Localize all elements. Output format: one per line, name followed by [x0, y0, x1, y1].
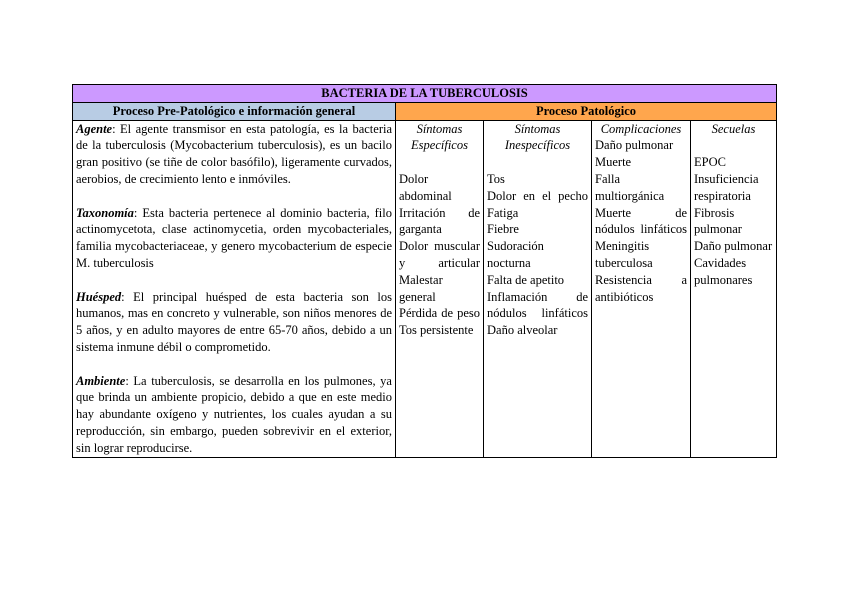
list-item: Fibrosis pulmonar: [694, 205, 742, 237]
ambiente-label: Ambiente: [76, 373, 126, 388]
huesped-label: Huésped: [76, 289, 122, 304]
list-item: Pérdida de peso: [399, 306, 480, 321]
complicaciones-list: [595, 137, 687, 305]
list-item: Dolor en el pecho: [487, 188, 588, 203]
list-item: Irritación de garganta: [399, 205, 480, 237]
content-row: [73, 120, 777, 457]
agente-label: Agente: [76, 121, 113, 136]
list-item: Tos persistente: [399, 323, 474, 338]
list-item: Resistencia a antibióticos: [595, 272, 687, 304]
list-item: Fatiga: [487, 205, 519, 220]
sintomas-inespecificos-header: Síntomas Inespecíficos: [504, 121, 571, 153]
list-item: Inflamación de nódulos linfáticos: [487, 289, 588, 321]
sintomas-especificos-header: Síntomas Específicos: [411, 121, 468, 153]
sintomas-especificos-list: [399, 171, 480, 339]
list-item: Dolor muscular y articular: [399, 239, 480, 270]
list-item: Fiebre: [487, 222, 519, 237]
huesped-paragraph: [76, 289, 392, 356]
list-item: Meningitis tuberculosa: [595, 239, 653, 270]
list-item: Daño alveolar: [487, 323, 558, 338]
taxonomia-paragraph: [76, 205, 392, 272]
huesped-text: : El principal huésped de esta bacteria son los humanos, mas en concreto y vulnerable, son niños menores de 5 años, y en adulto mayores de entre 65-70 años, debido a un sistema inmune débil o comprometido.: [76, 289, 392, 354]
ambiente-paragraph: [76, 373, 392, 457]
section-pre-patologico: Proceso Pre-Patológico e información general: [73, 102, 396, 120]
sintomas-especificos-cell: [396, 120, 484, 457]
list-item: Insuficiencia respiratoria: [694, 171, 759, 203]
taxonomia-label: Taxonomía: [76, 205, 134, 220]
complicaciones-cell: [592, 120, 691, 457]
taxonomia-text: : Esta bacteria pertenece al dominio bacteria, filo actinomycetota, clase actinomycetia, orden mycobacteriales, familia mycobacteriaceae, y genero mycobacterium de especie M. tuberculosis: [76, 205, 392, 270]
list-item: Daño pulmonar: [694, 239, 773, 254]
agente-paragraph: [76, 121, 392, 188]
list-item: Daño pulmonar: [595, 138, 674, 153]
sintomas-inespecificos-cell: [484, 120, 592, 457]
tuberculosis-table: [72, 84, 777, 458]
secuelas-list: [694, 154, 773, 288]
sintomas-inespecificos-list: [487, 171, 588, 339]
general-info-cell: [73, 120, 396, 457]
secuelas-cell: [691, 120, 777, 457]
agente-text: : El agente transmisor en esta patología, es la bacteria de la tuberculosis (Mycobacterium tuberculosis), es un bacilo gran positivo (se tiñe de color basófilo), ligeramente curvados, aerobios, de crecimiento lento e inmóviles.: [76, 121, 392, 186]
table-title: BACTERIA DE LA TUBERCULOSIS: [73, 85, 777, 103]
list-item: Sudoración nocturna: [487, 239, 544, 270]
list-item: Cavidades pulmonares: [694, 255, 753, 287]
list-item: Muerte: [595, 155, 632, 170]
complicaciones-header: Complicaciones: [600, 121, 682, 136]
list-item: EPOC: [694, 155, 726, 170]
list-item: Falta de apetito: [487, 272, 565, 287]
list-item: Falla multiorgánica: [595, 171, 665, 203]
list-item: Dolor abdominal: [399, 171, 452, 203]
list-item: Tos: [487, 171, 505, 186]
list-item: Muerte de nódulos linfáticos: [595, 205, 687, 237]
list-item: Malestar general: [399, 272, 443, 304]
section-patologico: Proceso Patológico: [396, 102, 777, 120]
secuelas-header: Secuelas: [711, 121, 756, 136]
section-row: [73, 102, 777, 120]
ambiente-text: : La tuberculosis, se desarrolla en los pulmones, ya que brinda un ambiente propicio, debido a que en este medio hay abundante oxígeno y nutrientes, los cuales ayudan a su reproducción, sin embargo, pueden sobrevivir en el exterior, sin lograr reproducirse.: [76, 373, 392, 455]
title-row: [73, 85, 777, 103]
